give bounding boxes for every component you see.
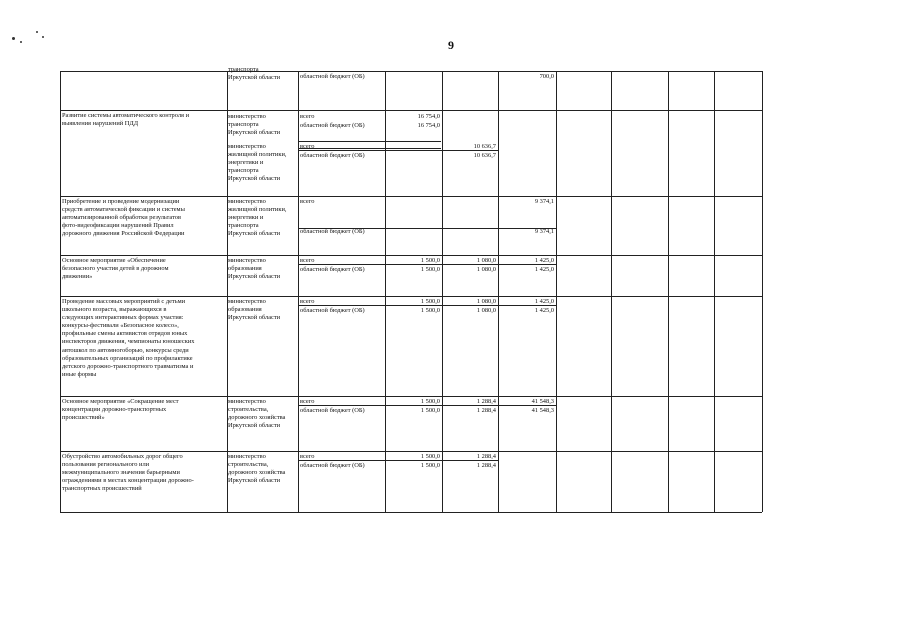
table-column-border: [714, 71, 715, 512]
table-inner-border: [298, 148, 441, 149]
amount-year-1: 1 500,0: [420, 266, 440, 273]
amount-year-2: 1 288,4: [476, 462, 496, 469]
amount-year-3: 9 374,1: [534, 198, 554, 205]
funding-source: всего: [300, 257, 315, 264]
amount-year-2: 1 080,0: [476, 266, 496, 273]
table-row-name: Проведение массовых мероприятий с детьми школьного возраста, выражающихся в следующих интерактивных формах участия: конкурсы-фестивали «Безопасное колесо», профильные смены активистов отрядов юных инспекторов движения, чемпионаты юношеских автошкол по автомногоборью, конкурсы среди образовательных организаций по профилактике детского дорожно-транспортного травматизма и иные формы: [62, 298, 195, 378]
table-row-border: [60, 71, 762, 72]
table-column-border: [442, 71, 443, 512]
amount-year-2: 10 636,7: [473, 152, 496, 159]
amount-year-2: 10 636,7: [473, 143, 496, 150]
table-row-name: Приобретение и проведение модернизации средств автоматической фиксации и системы автоматизированной обработки результатов фото-видеофиксации нарушений Правил дорожного движения Российской Федерации: [62, 198, 185, 238]
table-row-border: [60, 196, 762, 197]
funding-source: областной бюджет (ОБ): [300, 122, 365, 129]
amount-year-2: 1 288,4: [476, 407, 496, 414]
amount-year-1: 1 500,0: [420, 307, 440, 314]
amount-year-2: 1 288,4: [476, 453, 496, 460]
funding-source: областной бюджет (ОБ): [300, 407, 365, 414]
table-inner-border: [298, 141, 441, 142]
table-column-border: [611, 71, 612, 512]
funding-source: областной бюджет (ОБ): [300, 73, 365, 80]
table-row-border: [60, 512, 762, 513]
amount-year-1: 1 500,0: [420, 398, 440, 405]
funding-source: всего: [300, 113, 315, 120]
table-row-border: [60, 255, 762, 256]
table-column-border: [762, 71, 763, 512]
funding-source: всего: [300, 453, 315, 460]
table-column-border: [668, 71, 669, 512]
amount-year-3: 1 425,0: [534, 307, 554, 314]
amount-year-3: 1 425,0: [534, 298, 554, 305]
table-executor: министерство транспорта Иркутской области: [228, 113, 281, 137]
funding-source: областной бюджет (ОБ): [300, 462, 365, 469]
funding-source: всего: [300, 143, 315, 150]
funding-source: всего: [300, 298, 315, 305]
funding-source: областной бюджет (ОБ): [300, 228, 365, 235]
table-executor: министерство строительства, дорожного хозяйства Иркутской области: [228, 453, 286, 485]
table-row-border: [60, 396, 762, 397]
scan-speck-3: [36, 31, 38, 33]
amount-year-3: 700,0: [539, 73, 554, 80]
amount-year-1: 1 500,0: [420, 453, 440, 460]
table-column-border: [60, 71, 61, 512]
table-executor: министерство образования Иркутской области: [228, 257, 281, 281]
amount-year-1: 1 500,0: [420, 407, 440, 414]
funding-source: всего: [300, 398, 315, 405]
scan-speck-1: [12, 37, 15, 40]
table-executor: транспорта Иркутской области: [228, 66, 281, 82]
amount-year-3: 1 425,0: [534, 257, 554, 264]
scan-speck-4: [42, 36, 44, 38]
table-row-border: [60, 451, 762, 452]
table-row-border: [60, 296, 762, 297]
table-executor: министерство образования Иркутской области: [228, 298, 281, 322]
table-executor: министерство жилищной политики, энергетики и транспорта Иркутской области: [228, 143, 287, 183]
funding-source: областной бюджет (ОБ): [300, 307, 365, 314]
amount-year-3: 9 374,1: [534, 228, 554, 235]
amount-year-1: 16 754,0: [417, 113, 440, 120]
page-number: 9: [448, 38, 454, 52]
funding-source: областной бюджет (ОБ): [300, 266, 365, 273]
amount-year-1: 1 500,0: [420, 462, 440, 469]
table-executor: министерство жилищной политики, энергетики и транспорта Иркутской области: [228, 198, 287, 238]
amount-year-3: 41 548,3: [531, 398, 554, 405]
funding-source: областной бюджет (ОБ): [300, 152, 365, 159]
amount-year-1: 16 754,0: [417, 122, 440, 129]
scan-speck-2: [20, 41, 22, 43]
table-column-border: [556, 71, 557, 512]
amount-year-3: 41 548,3: [531, 407, 554, 414]
table-row-border: [60, 110, 762, 111]
table-column-border: [385, 71, 386, 512]
table-column-border: [498, 71, 499, 512]
amount-year-1: 1 500,0: [420, 257, 440, 264]
amount-year-3: 1 425,0: [534, 266, 554, 273]
amount-year-2: 1 080,0: [476, 298, 496, 305]
table-row-name: Обустройство автомобильных дорог общего пользования регионального или межмуниципального значения барьерными ограждениями в местах концентрации дорожно- транспортных происшествий: [62, 453, 194, 493]
table-row-name: Основное мероприятие «Обеспечение безопасного участия детей в дорожном движении»: [62, 257, 169, 281]
table-row-name: Основное мероприятие «Сокращение мест концентрации дорожно-транспортных происшествий»: [62, 398, 179, 422]
amount-year-1: 1 500,0: [420, 298, 440, 305]
table-row-name: Развитие системы автоматического контроля и выявления нарушений ПДД: [62, 112, 190, 128]
amount-year-2: 1 080,0: [476, 307, 496, 314]
table-column-border: [298, 71, 299, 512]
table-executor: министерство строительства, дорожного хозяйства Иркутской области: [228, 398, 286, 430]
amount-year-2: 1 080,0: [476, 257, 496, 264]
amount-year-2: 1 288,4: [476, 398, 496, 405]
funding-source: всего: [300, 198, 315, 205]
